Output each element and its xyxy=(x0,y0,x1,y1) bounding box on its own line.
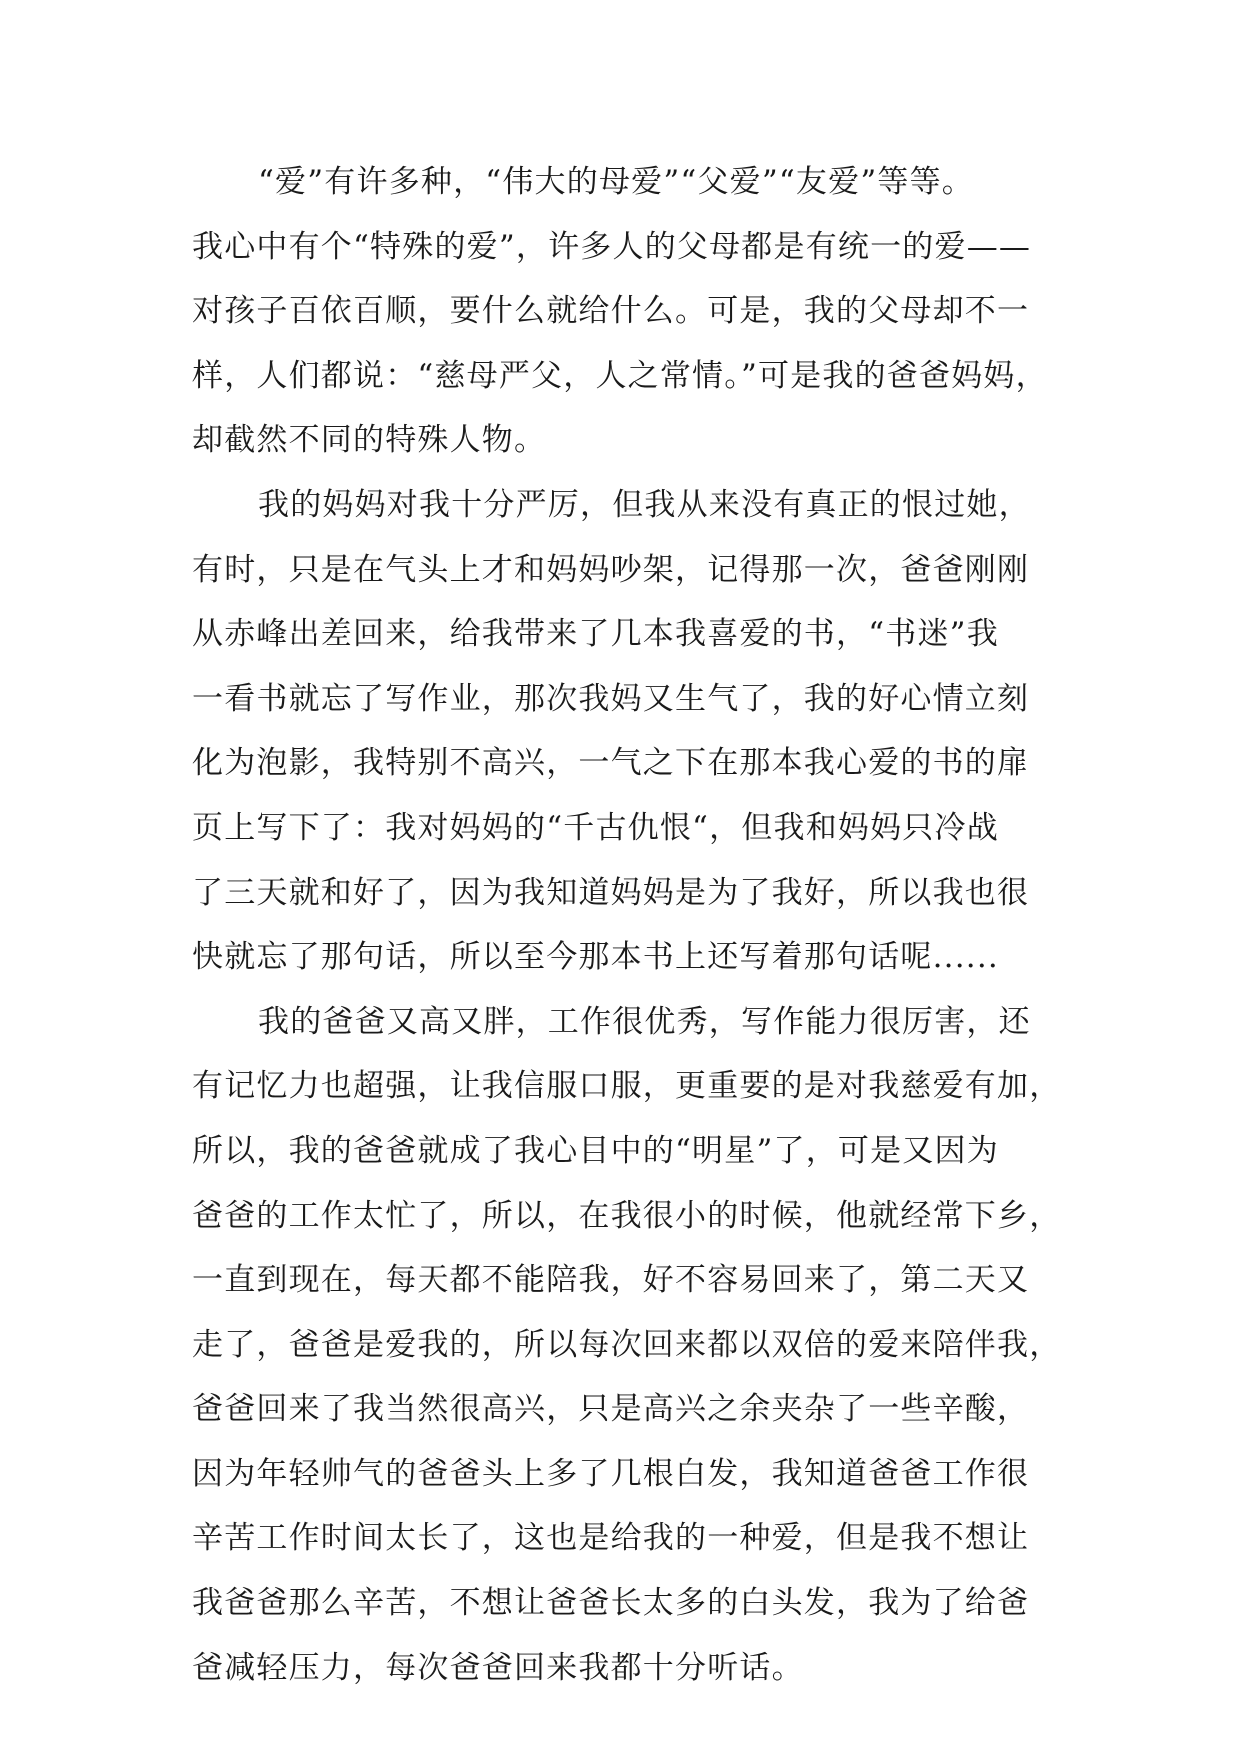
text-line: 一直到现在，每天都不能陪我，好不容易回来了，第二天又 xyxy=(192,1262,1030,1299)
text-line: 我心中有个“特殊的爱”，许多人的父母都是有统一的爱—— xyxy=(192,228,1032,265)
text-line: 化为泡影，我特别不高兴，一气之下在那本我心爱的书的扉 xyxy=(192,745,1030,782)
text-line: 爸爸回来了我当然很高兴，只是高兴之余夹杂了一些辛酸， xyxy=(192,1391,1030,1428)
text-line: 样，人们都说：“慈母严父，人之常情。”可是我的爸爸妈妈， xyxy=(192,357,1048,394)
text-line: 我爸爸那么辛苦，不想让爸爸长太多的白头发，我为了给爸 xyxy=(192,1585,1030,1622)
text-line: 因为年轻帅气的爸爸头上多了几根白发，我知道爸爸工作很 xyxy=(192,1455,1030,1492)
text-line: 页上写下了：我对妈妈的“千古仇恨“，但我和妈妈只冷战 xyxy=(192,809,999,846)
text-line: 一看书就忘了写作业，那次我妈又生气了，我的好心情立刻 xyxy=(192,680,1030,717)
text-line: 了三天就和好了，因为我知道妈妈是为了我好，所以我也很 xyxy=(192,874,1030,911)
text-line: 我的爸爸又高又胖，工作很优秀，写作能力很厉害，还 xyxy=(258,1003,1031,1040)
text-line: 爸减轻压力，每次爸爸回来我都十分听话。 xyxy=(192,1649,804,1686)
text-line: 辛苦工作时间太长了，这也是给我的一种爱，但是我不想让 xyxy=(192,1520,1030,1557)
text-line: 有记忆力也超强，让我信服口服，更重要的是对我慈爱有加， xyxy=(192,1068,1062,1105)
text-line: 对孩子百依百顺，要什么就给什么。可是，我的父母却不一 xyxy=(192,293,1030,330)
text-line: 有时，只是在气头上才和妈妈吵架，记得那一次，爸爸刚刚 xyxy=(192,551,1030,588)
text-line: 走了，爸爸是爱我的，所以每次回来都以双倍的爱来陪伴我， xyxy=(192,1326,1062,1363)
text-line: 快就忘了那句话，所以至今那本书上还写着那句话呢...... xyxy=(192,939,999,976)
text-line: 所以，我的爸爸就成了我心目中的“明星”了，可是又因为 xyxy=(192,1132,999,1169)
text-line: 我的妈妈对我十分严厉，但我从来没有真正的恨过她， xyxy=(258,486,1031,523)
text-line: “爱”有许多种，“伟大的母爱”“父爱”“友爱”等等。 xyxy=(258,164,974,200)
text-line: 爸爸的工作太忙了，所以，在我很小的时候，他就经常下乡， xyxy=(192,1197,1062,1234)
text-line: 却截然不同的特殊人物。 xyxy=(192,422,547,459)
document-body xyxy=(192,160,1072,1710)
text-line: 从赤峰出差回来，给我带来了几本我喜爱的书，“书迷”我 xyxy=(192,616,999,653)
